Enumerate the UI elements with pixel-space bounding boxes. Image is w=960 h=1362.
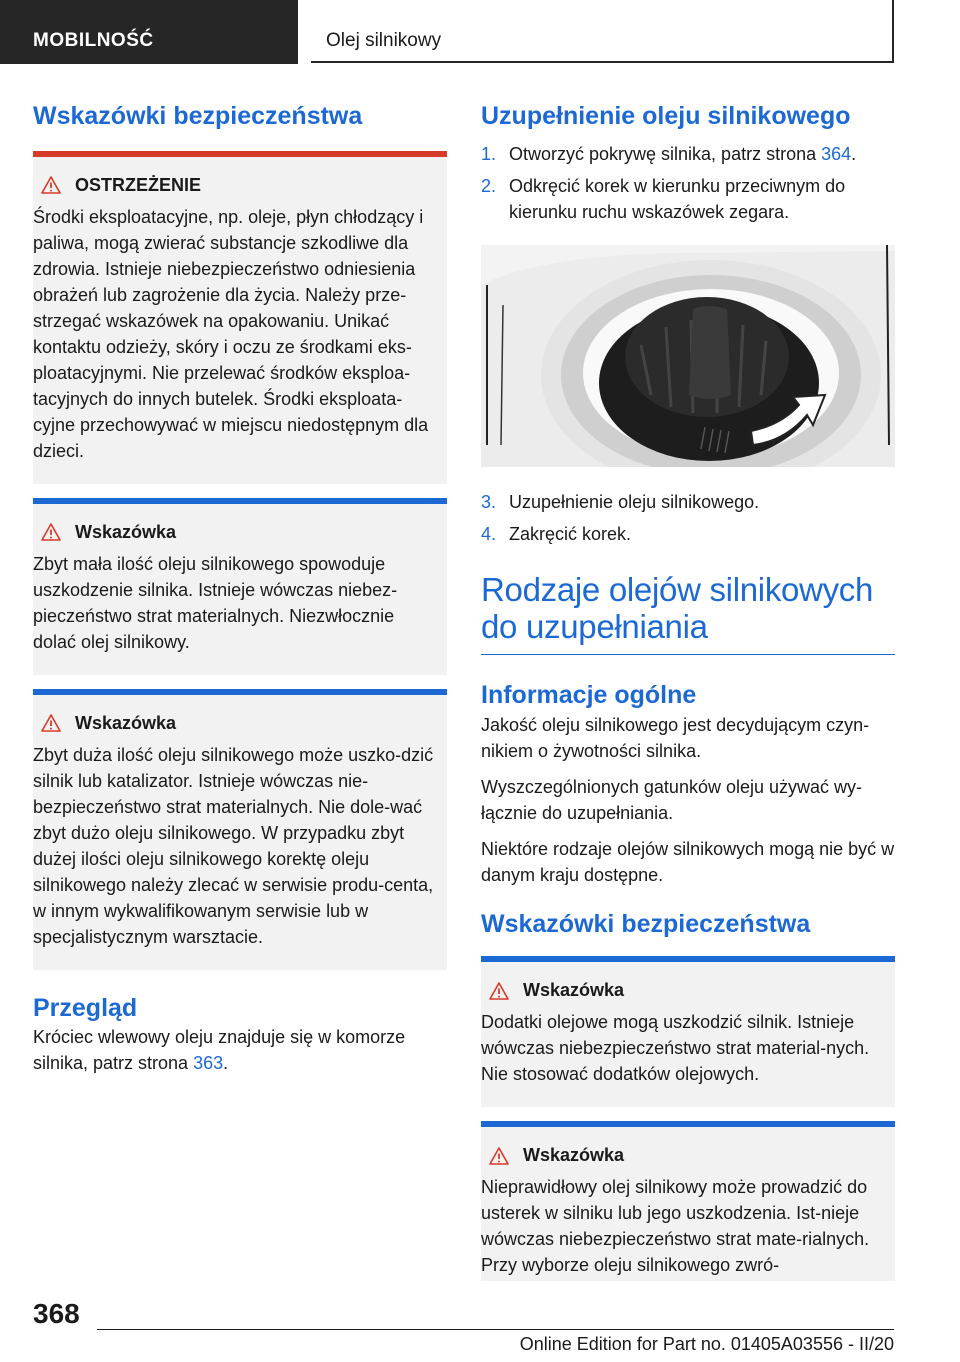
step-text: Zakręcić korek. bbox=[509, 523, 632, 544]
overview-page-link[interactable]: 363 bbox=[193, 1053, 224, 1073]
note-text-4: Nieprawidłowy olej silnikowy może prowadzić do usterek w silniku lub jego uszkodzenia. Ist-nieje wówczas niebezpieczeństwo strat mate-rialnych. Przy wyborze oleju silnikowego zwró- bbox=[481, 1177, 870, 1276]
note-title-row-3 bbox=[481, 980, 895, 1001]
note-title-4: Wskazówka bbox=[523, 1145, 625, 1166]
note-box-3 bbox=[481, 956, 895, 1107]
step-text: Uzupełnienie oleju silnikowego. bbox=[509, 491, 760, 512]
overview-end: . bbox=[223, 1053, 229, 1073]
header-chapter: Olej silnikowy bbox=[311, 0, 894, 63]
note-text-1: Zbyt mała ilość oleju silnikowego spowoduje uszkodzenie silnika. Istnieje wówczas niebez-pieczeństwo strat materialnych. Niezwłocznie dolać olej silnikowy. bbox=[33, 553, 398, 652]
overview-heading: Przegląd bbox=[33, 993, 138, 1022]
step-text: Odkręcić korek w kierunku przeciwnym do kierunku ruchu wskazówek zegara. bbox=[509, 175, 846, 222]
step-item bbox=[481, 489, 895, 515]
step-number: 1. bbox=[481, 143, 497, 164]
step-text: Otworzyć pokrywę silnika, patrz strona 364. bbox=[509, 143, 857, 164]
general-paragraph-1: Jakość oleju silnikowego jest decydującym czyn-nikiem o żywotności silnika. bbox=[481, 714, 870, 761]
refill-steps-a bbox=[481, 141, 895, 225]
note-title-1: Wskazówka bbox=[75, 521, 177, 542]
warning-triangle-icon bbox=[41, 523, 61, 541]
safety2-heading: Wskazówki bezpieczeństwa bbox=[481, 909, 811, 938]
right-column bbox=[481, 100, 895, 1281]
step-item bbox=[481, 521, 895, 547]
left-column bbox=[33, 100, 447, 1076]
step-number: 3. bbox=[481, 491, 497, 512]
note-title-row-2 bbox=[33, 713, 447, 734]
safety-heading: Wskazówki bezpieczeństwa bbox=[33, 102, 363, 130]
warning-text: Środki eksploatacyjne, np. oleje, płyn chłodzący i paliwa, mogą zwierać substancje szkodliwe dla zdrowia. Istnieje niebezpieczeństwo odniesienia obrażeń lub zagrożenie dla życia. Należy prze-strzegać wskazówek na opakowaniu. Unikać kontaktu odzieży, skóry i oczu ze środkami eks-ploatacyjnymi. Nie przelewać środków eksploa-tacyjnych do innych butelek. Środki eksploata-cyjne przechowywać w miejscu niedostępnym dla dzieci. bbox=[33, 206, 429, 461]
refill-steps-b bbox=[481, 489, 895, 547]
step-page-link[interactable]: 364 bbox=[821, 143, 852, 164]
step-number: 4. bbox=[481, 523, 497, 544]
note-title-3: Wskazówka bbox=[523, 980, 625, 1001]
refill-heading: Uzupełnienie oleju silnikowego bbox=[481, 102, 851, 130]
page-number: 368 bbox=[33, 1298, 80, 1329]
overview-text: Króciec wlewowy oleju znajduje się w komorze silnika, patrz strona bbox=[33, 1027, 406, 1073]
note-text-2: Zbyt duża ilość oleju silnikowego może uszko-dzić silnik lub katalizator. Istnieje wówczas nie-bezpieczeństwo strat materialnych. Nie dole-wać zbyt dużo oleju silnikowego. W przypadku zbyt dużej ilości oleju silnikowego korektę oleju silnikowego należy zlecać w serwisie produ-centa, w innym wykwalifikowanym serwisie lub w specjalistycznym warsztacie. bbox=[33, 744, 434, 947]
general-heading: Informacje ogólne bbox=[481, 681, 697, 710]
warning-triangle-icon bbox=[489, 1147, 509, 1165]
step-number: 2. bbox=[481, 175, 497, 196]
note-title-2: Wskazówka bbox=[75, 712, 177, 733]
types-heading: Rodzaje olejów silnikowych do uzupełniania bbox=[481, 570, 874, 646]
warning-triangle-icon bbox=[489, 982, 509, 1000]
warning-box bbox=[33, 151, 447, 484]
note-title-row-4 bbox=[481, 1145, 895, 1166]
oil-cap-image bbox=[481, 245, 895, 467]
note-text-3: Dodatki olejowe mogą uszkodzić silnik. Istnieje wówczas niebezpieczeństwo strat material-nych. Nie stosować dodatków olejowych. bbox=[481, 1012, 870, 1085]
note-box-2 bbox=[33, 689, 447, 970]
warning-triangle-icon bbox=[41, 176, 61, 194]
note-title-row-1 bbox=[33, 522, 447, 543]
general-paragraph-2: Wyszczególnionych gatunków oleju używać wy-łącznie do uzupełniania. bbox=[481, 776, 863, 823]
general-paragraph-3: Niektóre rodzaje olejów silnikowych mogą nie być w danym kraju dostępne. bbox=[481, 838, 895, 885]
footer-rule bbox=[97, 1329, 894, 1330]
warning-triangle-icon bbox=[41, 714, 61, 732]
edition-text: Online Edition for Part no. 01405A03556 - II/20 bbox=[519, 1334, 894, 1354]
header-section: MOBILNOŚĆ bbox=[0, 0, 298, 64]
warning-title: OSTRZEŻENIE bbox=[75, 174, 202, 195]
oil-cap-illustration bbox=[481, 245, 895, 467]
types-heading-rule bbox=[481, 654, 895, 655]
step-item bbox=[481, 173, 895, 225]
overview-paragraph bbox=[33, 1024, 447, 1076]
warning-title-row bbox=[33, 175, 447, 196]
step-item bbox=[481, 141, 895, 167]
note-box-1 bbox=[33, 498, 447, 675]
note-box-4 bbox=[481, 1121, 895, 1281]
